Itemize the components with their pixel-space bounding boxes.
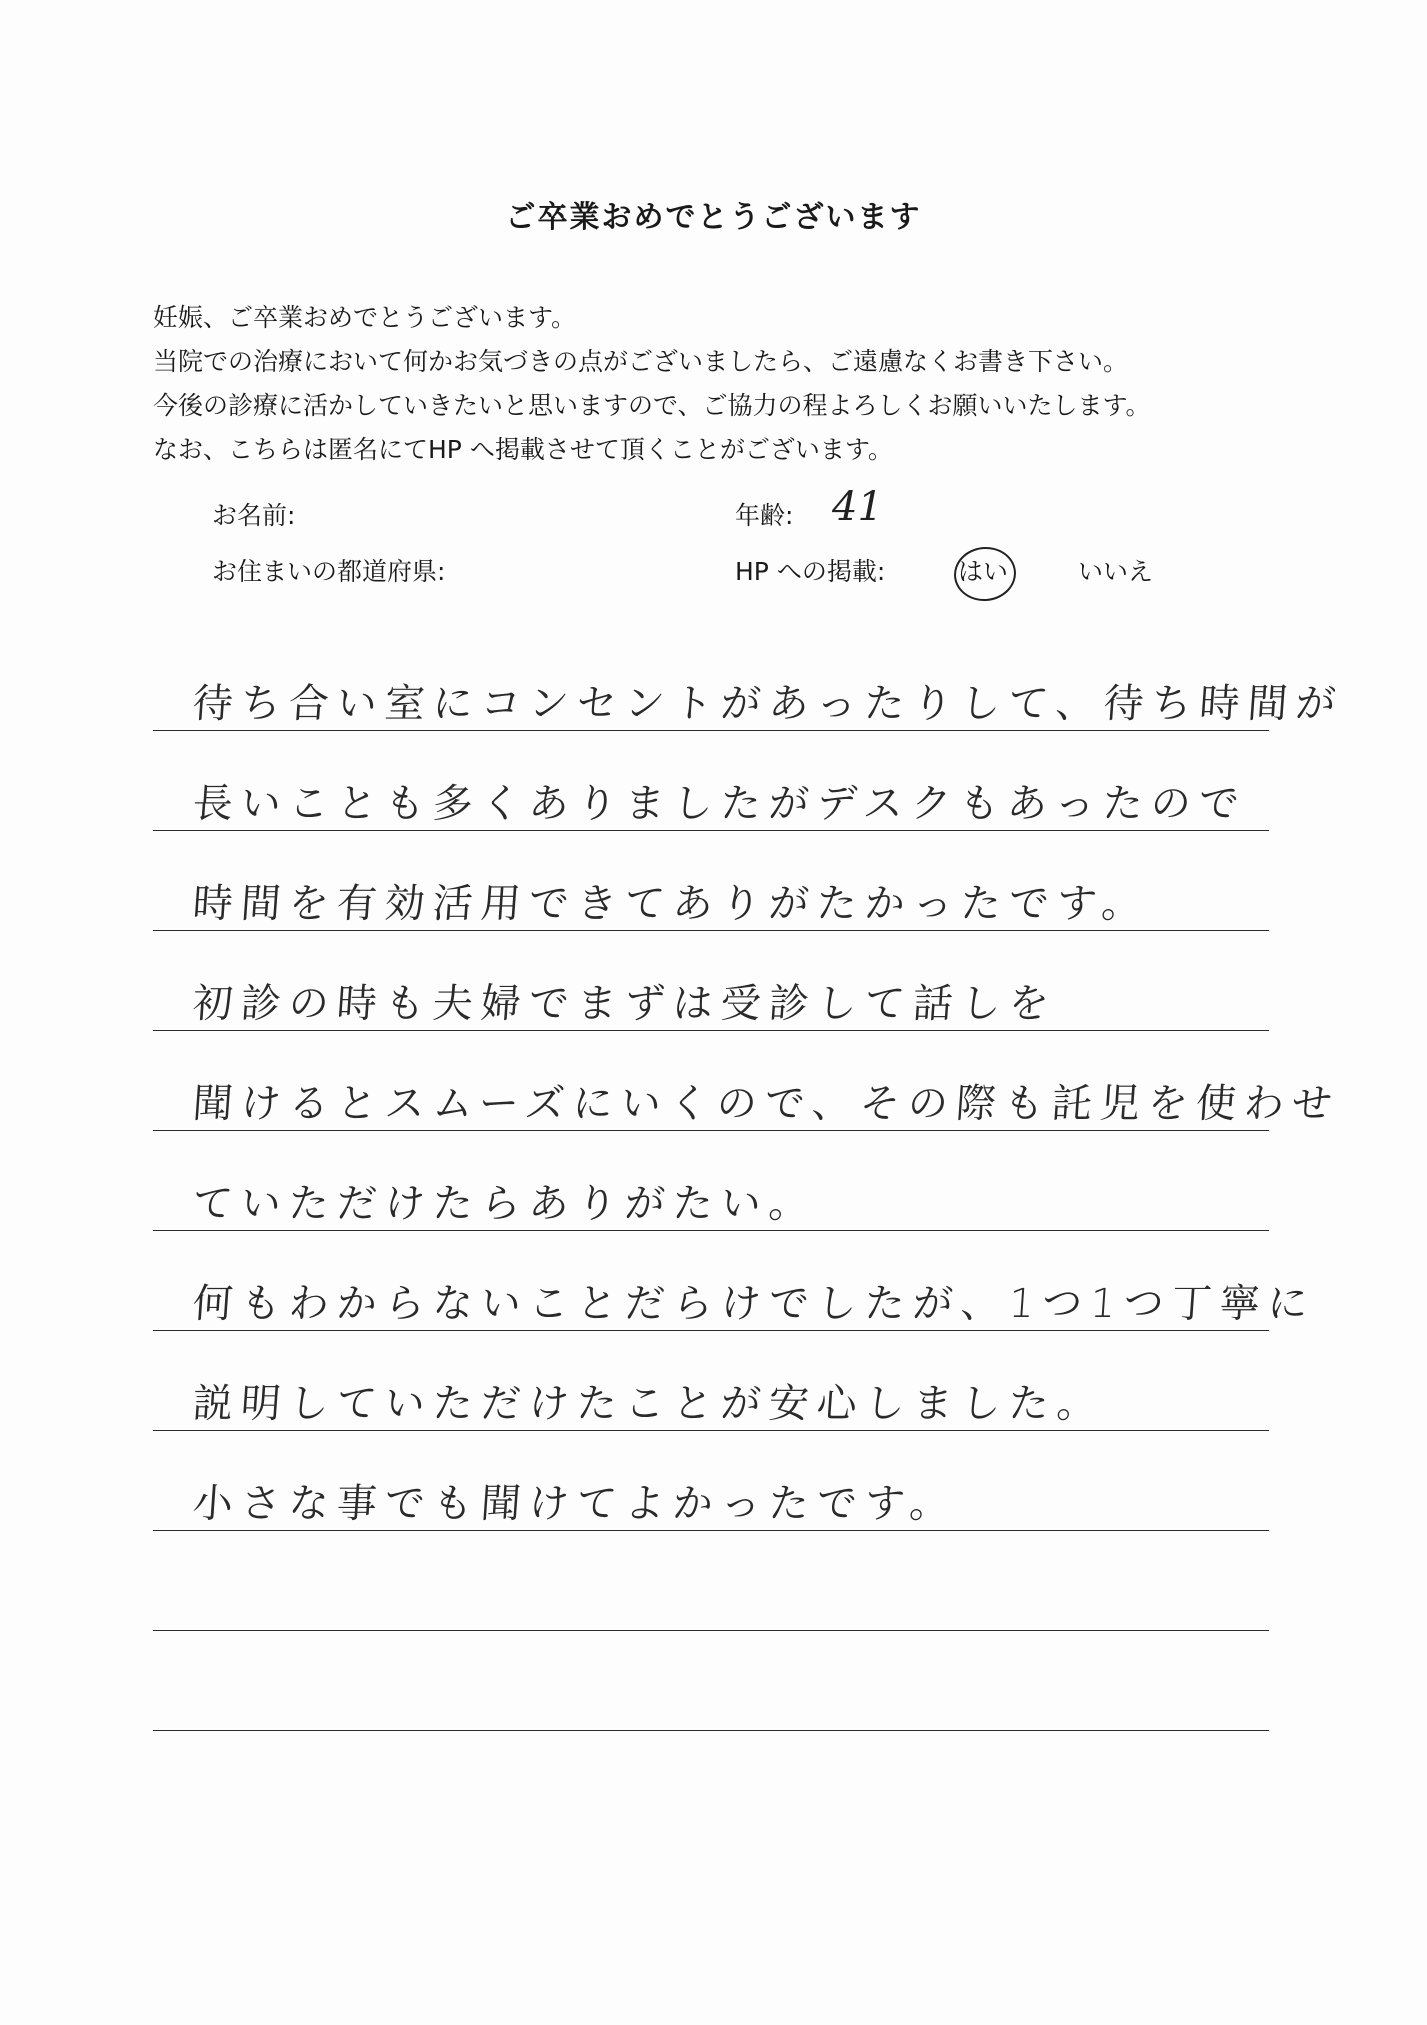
ruled-line bbox=[153, 1630, 1269, 1631]
ruled-line bbox=[153, 1030, 1269, 1031]
ruled-line bbox=[153, 1730, 1269, 1731]
comment-line: 初診の時も夫婦でまずは受診して話しを bbox=[191, 981, 1059, 1027]
hp-consent-label: HP への掲載: bbox=[735, 557, 886, 586]
comment-line: 長いことも多くありましたがデスクもあったので bbox=[191, 781, 1249, 827]
comment-line: ていただけたらありがたい。 bbox=[191, 1181, 819, 1227]
ruled-line bbox=[153, 1130, 1269, 1131]
intro-line: 妊娠、ご卒業おめでとうございます。 bbox=[153, 303, 577, 332]
intro-line: 当院での治療において何かお気づきの点がございましたら、ご遠慮なくお書き下さい。 bbox=[153, 347, 1129, 376]
ruled-line bbox=[153, 1330, 1269, 1331]
ruled-line bbox=[153, 730, 1269, 731]
age-label: 年齢: bbox=[735, 501, 794, 530]
form-title: ご卒業おめでとうございます bbox=[505, 200, 922, 235]
comment-line: 小さな事でも聞けてよかったです。 bbox=[191, 1481, 960, 1527]
ruled-line bbox=[153, 830, 1269, 831]
intro-line: なお、こちらは匿名にてHP へ掲載させて頂くことがございます。 bbox=[153, 435, 893, 464]
hp-option-yes[interactable]: はい bbox=[958, 557, 1009, 586]
age-value: 41 bbox=[832, 484, 883, 530]
ruled-line bbox=[153, 1530, 1269, 1531]
ruled-line bbox=[153, 1230, 1269, 1231]
comment-line: 時間を有効活用できてありがたかったです。 bbox=[191, 881, 1152, 927]
comment-line: 待ち合い室にコンセントがあったりして、待ち時間が bbox=[191, 681, 1346, 727]
comment-line: 聞けるとスムーズにいくので、その際も託児を使わせ bbox=[191, 1081, 1342, 1127]
comment-line: 説明していただけたことが安心しました。 bbox=[191, 1381, 1107, 1427]
name-label: お名前: bbox=[212, 501, 296, 530]
ruled-line bbox=[153, 930, 1269, 931]
prefecture-label: お住まいの都道府県: bbox=[212, 557, 446, 586]
hp-option-no[interactable]: いいえ bbox=[1078, 557, 1154, 586]
comment-line: 何もわからないことだらけでしたが、1つ1つ丁寧に bbox=[191, 1281, 1318, 1327]
intro-line: 今後の診療に活かしていきたいと思いますので、ご協力の程よろしくお願いいたします。 bbox=[153, 391, 1151, 420]
ruled-line bbox=[153, 1430, 1269, 1431]
intro-paragraph bbox=[153, 296, 1293, 472]
